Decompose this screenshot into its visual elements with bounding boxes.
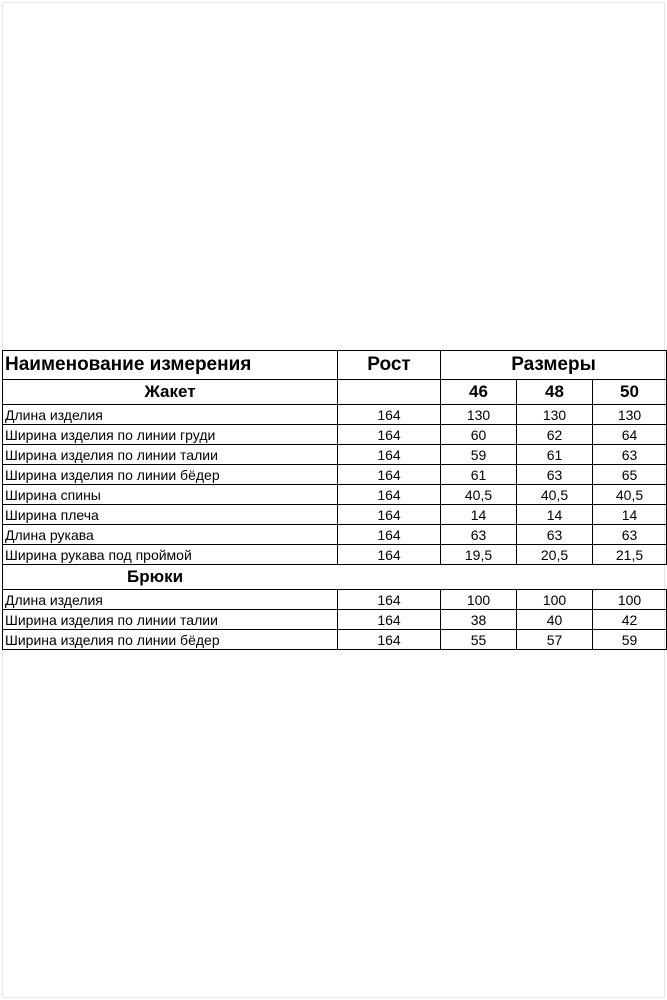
size-value: 38 xyxy=(441,610,517,630)
size-value: 59 xyxy=(441,445,517,465)
size-value: 55 xyxy=(441,630,517,650)
size-value: 61 xyxy=(441,465,517,485)
size-value: 14 xyxy=(517,505,593,525)
table-row xyxy=(3,630,667,650)
table-row xyxy=(3,405,667,425)
height-value: 164 xyxy=(338,545,441,565)
size-value: 19,5 xyxy=(441,545,517,565)
height-value: 164 xyxy=(338,465,441,485)
height-value: 164 xyxy=(338,405,441,425)
measurement-name: Ширина изделия по линии груди xyxy=(3,425,338,445)
size-46: 46 xyxy=(441,380,517,405)
measurement-header: Наименование измерения xyxy=(3,351,338,380)
height-value: 164 xyxy=(338,505,441,525)
section-title-trousers: Брюки xyxy=(3,565,338,590)
size-value: 40 xyxy=(517,610,593,630)
size-value: 130 xyxy=(441,405,517,425)
size-value: 40,5 xyxy=(441,485,517,505)
empty-cell xyxy=(338,565,441,590)
size-value: 40,5 xyxy=(593,485,667,505)
table-row xyxy=(3,590,667,610)
size-value: 63 xyxy=(593,445,667,465)
size-value: 21,5 xyxy=(593,545,667,565)
table-row xyxy=(3,610,667,630)
measurement-name: Ширина изделия по линии бёдер xyxy=(3,630,338,650)
table-row xyxy=(3,505,667,525)
size-value: 63 xyxy=(441,525,517,545)
size-value: 40,5 xyxy=(517,485,593,505)
size-value: 100 xyxy=(441,590,517,610)
height-value: 164 xyxy=(338,590,441,610)
table-row xyxy=(3,445,667,465)
measurement-name: Ширина рукава под проймой xyxy=(3,545,338,565)
section-header-row xyxy=(3,565,667,590)
section-title-jacket: Жакет xyxy=(3,380,338,405)
size-value: 60 xyxy=(441,425,517,445)
height-value: 164 xyxy=(338,485,441,505)
size-value: 42 xyxy=(593,610,667,630)
section-header-row xyxy=(3,380,667,405)
size-value: 63 xyxy=(517,465,593,485)
measurement-name: Ширина изделия по линии талии xyxy=(3,445,338,465)
size-value: 130 xyxy=(593,405,667,425)
measurement-name: Длина изделия xyxy=(3,405,338,425)
size-value: 100 xyxy=(517,590,593,610)
measurement-name: Ширина изделия по линии талии xyxy=(3,610,338,630)
measurement-name: Длина рукава xyxy=(3,525,338,545)
empty-cell xyxy=(517,565,593,590)
empty-cell xyxy=(593,565,667,590)
size-value: 14 xyxy=(593,505,667,525)
size-chart-table xyxy=(2,350,667,650)
table-row xyxy=(3,425,667,445)
size-value: 20,5 xyxy=(517,545,593,565)
size-value: 64 xyxy=(593,425,667,445)
measurement-name: Длина изделия xyxy=(3,590,338,610)
size-value: 59 xyxy=(593,630,667,650)
measurement-name: Ширина плеча xyxy=(3,505,338,525)
empty-cell xyxy=(338,380,441,405)
size-value: 62 xyxy=(517,425,593,445)
table-row xyxy=(3,485,667,505)
size-value: 63 xyxy=(593,525,667,545)
size-value: 63 xyxy=(517,525,593,545)
table-row xyxy=(3,525,667,545)
table-row xyxy=(3,545,667,565)
height-value: 164 xyxy=(338,525,441,545)
height-value: 164 xyxy=(338,445,441,465)
size-value: 130 xyxy=(517,405,593,425)
measurement-name: Ширина спины xyxy=(3,485,338,505)
size-48: 48 xyxy=(517,380,593,405)
height-header: Рост xyxy=(338,351,441,380)
size-value: 57 xyxy=(517,630,593,650)
table-header-row xyxy=(3,351,667,380)
size-value: 61 xyxy=(517,445,593,465)
size-value: 14 xyxy=(441,505,517,525)
measurement-name: Ширина изделия по линии бёдер xyxy=(3,465,338,485)
table-row xyxy=(3,465,667,485)
size-value: 100 xyxy=(593,590,667,610)
sizes-header: Размеры xyxy=(441,351,667,380)
height-value: 164 xyxy=(338,630,441,650)
height-value: 164 xyxy=(338,425,441,445)
height-value: 164 xyxy=(338,610,441,630)
size-value: 65 xyxy=(593,465,667,485)
empty-cell xyxy=(441,565,517,590)
size-50: 50 xyxy=(593,380,667,405)
